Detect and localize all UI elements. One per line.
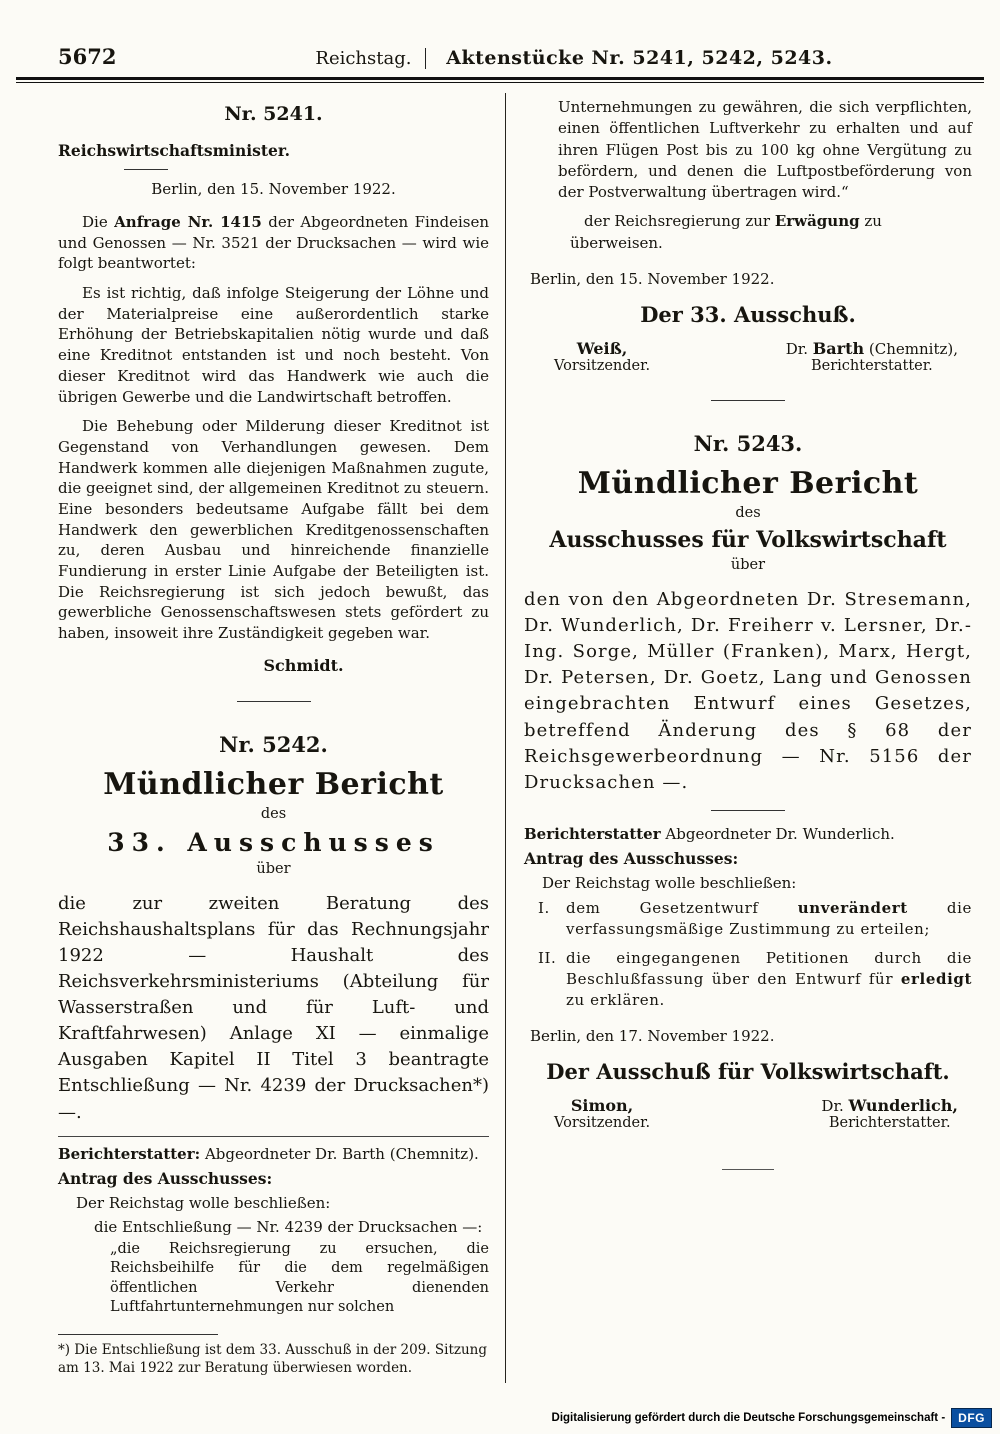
- doc5243-beschliessen: Der Reichstag wolle beschließen:: [542, 873, 797, 892]
- anfrage-number-bold: Anfrage Nr. 1415: [114, 213, 262, 231]
- signature-name-prefix: Dr.: [821, 1096, 849, 1115]
- doc5242-footnote: *) Die Entschließung ist dem 33. Ausschuß in der 209. Sitzung am 13. Mai 1922 zur Beratung überwiesen worden.: [58, 1341, 488, 1377]
- signature-name: [821, 1096, 958, 1115]
- doc5243-ueber: über: [730, 557, 766, 574]
- signature-role: Vorsitzender.: [554, 358, 651, 375]
- end-divider: [722, 1169, 774, 1170]
- doc5242-berichterstatter: [58, 1145, 489, 1163]
- doc5243-des: des: [735, 505, 761, 522]
- digitization-credit: Digitalisierung gefördert durch die Deutsche Forschungsgemeinschaft -: [551, 1412, 946, 1424]
- page-number: 5672: [58, 44, 117, 69]
- doc5243-signatures: [524, 1096, 972, 1131]
- doc5242-des: des: [260, 805, 287, 822]
- doc5243-item-2: [538, 948, 972, 1011]
- doc5241-dateline: Berlin, den 15. November 1922.: [151, 180, 396, 198]
- berichterstatter-value: Abgeordneter Dr. Barth (Chemnitz).: [200, 1144, 479, 1163]
- doc5241-number: Nr. 5241.: [224, 103, 323, 125]
- doc5242-signatures: [524, 339, 972, 374]
- signature-name-prefix: Dr.: [785, 340, 813, 359]
- list-number: II.: [538, 948, 557, 967]
- berichterstatter-label: Berichterstatter: [524, 824, 661, 843]
- doc5242-intro: die zur zweiten Beratung des Reichshaushaltsplans für das Rechnungsjahr 1922 — Haushalt des Reichsverkehrsministeriums (Abteilung für Wasserstraßen und für Luft- und Kraftfahrwesen) Anlage XI — einmalige Ausgaben Kapitel II Titel 3 beantragte Entschließung — Nr. 4239 der Drucksachen*) —.: [58, 892, 489, 1123]
- content-columns: [0, 83, 1000, 1383]
- paragraph-text: dem Gesetzentwurf: [566, 898, 798, 917]
- header-title: [178, 47, 970, 69]
- page-header: [0, 0, 1000, 75]
- doc5242-title: Mündlicher Bericht: [103, 766, 444, 802]
- paragraph-text: Die: [82, 213, 115, 231]
- doc5243-item-1: [538, 898, 972, 940]
- section-divider-small: [711, 810, 785, 811]
- doc5242-ueber: über: [256, 860, 291, 877]
- signature-name: Weiß,: [576, 339, 628, 359]
- doc5242-antrag-label: Antrag des Ausschusses:: [58, 1168, 273, 1188]
- doc5243-title: Mündlicher Bericht: [577, 466, 919, 502]
- paragraph-text: die verfassungsmäßige Zustimmung zu erteilen;: [566, 898, 972, 938]
- list-text: [566, 948, 972, 1011]
- doc5241-author: Reichswirtschaftsminister.: [58, 141, 290, 160]
- signature-role: Berichterstatter.: [828, 1114, 951, 1131]
- berichterstatter-value: Abgeordneter Dr. Wunderlich.: [660, 824, 895, 843]
- item-bold: erledigt: [900, 969, 972, 988]
- erwaegung-bold: Erwägung: [774, 212, 860, 231]
- signature-name-suffix: (Chemnitz),: [864, 340, 958, 359]
- paragraph-text: zu überweisen.: [570, 212, 882, 252]
- doc5242-dateline2: Berlin, den 15. November 1922.: [530, 270, 775, 289]
- doc5242-subtitle: 33. Ausschusses: [107, 827, 440, 857]
- list-number: I.: [538, 898, 550, 917]
- signature-left: [554, 339, 650, 374]
- doc5243-intro: den von den Abgeordneten Dr. Stresemann, Dr. Wunderlich, Dr. Freiherr v. Lersner, Dr.-Ing. Sorge, Müller (Franken), Marx, Hergt, Dr. Petersen, Dr. Goetz, Lang und Genossen eingebrachten Entwurf eines Gesetzes, betreffend Änderung des § 68 der Reichsgewerbeordnung — Nr. 5156 der Drucksachen —.: [524, 589, 972, 793]
- section-divider: [237, 701, 311, 702]
- digitization-footer: [552, 1408, 992, 1428]
- signature-name-bold: Barth: [812, 339, 865, 359]
- doc5243-antrag-label: Antrag des Ausschusses:: [524, 848, 739, 868]
- doc5243-berichterstatter: [524, 825, 972, 843]
- doc5243-subtitle: Ausschusses für Volkswirtschaft: [549, 527, 947, 554]
- doc5242-quote-begin: „die Reichsregierung zu ersuchen, die Reichsbeihilfe für die dem regelmäßigen öffentlichen Verkehr dienenden Luftfahrtunternehmungen nur solchen: [110, 1240, 489, 1316]
- doc5242-committee: Der 33. Ausschuß.: [640, 302, 856, 328]
- column-rule: [58, 1136, 489, 1137]
- doc5241-signature: Schmidt.: [263, 655, 344, 675]
- berichterstatter-label: Berichterstatter:: [58, 1144, 201, 1163]
- signature-name: Simon,: [570, 1095, 634, 1115]
- item-bold: unverändert: [797, 898, 908, 917]
- list-text: [566, 898, 972, 940]
- doc5242-erwaegung: [570, 211, 972, 254]
- signature-left: [554, 1096, 650, 1131]
- dfg-logo: DFG: [951, 1408, 992, 1428]
- section-divider: [711, 400, 785, 401]
- doc5243-number: Nr. 5243.: [693, 431, 803, 457]
- paragraph-text: zu erklären.: [566, 990, 665, 1009]
- header-title-left: Reichstag.: [315, 48, 426, 69]
- author-divider: [124, 169, 168, 170]
- header-title-right: Aktenstücke Nr. 5241, 5242, 5243.: [446, 47, 833, 69]
- signature-role: Vorsitzender.: [554, 1114, 651, 1131]
- right-column: [506, 93, 972, 1383]
- footnote-rule: [58, 1334, 218, 1335]
- signature-right: [786, 339, 958, 374]
- paragraph-text: die eingegangenen Petitionen durch die Beschlußfassung über den Entwurf für: [566, 948, 972, 988]
- signature-name: [786, 339, 958, 358]
- doc5241-paragraph-2: Es ist richtig, daß infolge Steigerung der Löhne und der Materialpreise eine außerordentlich starke Erhöhung der Betriebskapitalien nötig wurde und daß eine Kreditnot entstanden ist und noch besteht. Von dieser Kreditnot wird das Handwerk wie auch die übrigen Gewerbe und die Landwirtschaft betroffen.: [58, 284, 489, 406]
- doc5242-beschliessen: Der Reichstag wolle beschließen:: [76, 1193, 331, 1212]
- signature-right: [821, 1096, 958, 1131]
- doc5242-number: Nr. 5242.: [219, 731, 328, 757]
- doc5241-paragraph-3: Die Behebung oder Milderung dieser Kreditnot ist Gegenstand von Verhandlungen gewesen. Dem Handwerk kommen alle diejenigen Maßnahmen zugute, die geeignet sind, der allgemeinen Kreditnot zu steuern. Eine besonders bedeutsame Aufgabe fällt bei dem Handwerk den gewerblichen Kreditgenossenschaften zu, deren Ausbau und hinreichende finanzielle Fundierung in erster Linie Aufgabe der Beteiligten ist. Die Reichsregierung ist sich jedoch bewußt, das gewerbliche Genossenschaftswesen stets gefördert zu haben, insoweit ihre Zuständigkeit gegeben war.: [58, 417, 489, 643]
- signature-role: Berichterstatter.: [810, 358, 933, 375]
- doc5243-committee: Der Ausschuß für Volkswirtschaft.: [546, 1058, 950, 1084]
- paragraph-text: der Reichsregierung zur: [584, 212, 775, 231]
- doc5241-paragraph-1: [58, 212, 489, 274]
- left-column: [58, 93, 506, 1383]
- paragraph-text: der Abgeordneten Findeisen und Genossen — Nr. 3521 der Drucksachen — wird wie folgt beantwortet:: [58, 213, 489, 273]
- doc5243-dateline: Berlin, den 17. November 1922.: [530, 1026, 775, 1045]
- doc5242-quote-continuation: Unternehmungen zu gewähren, die sich verpflichten, einen öffentlichen Luftverkehr zu erhalten und auf ihren Flügen Post bis zu 100 kg ohne Vergütung zu befördern, und denen die Luftpostbeförderung von der Postverwaltung übertragen wird.“: [558, 98, 972, 202]
- doc5242-entschliessung: die Entschließung — Nr. 4239 der Drucksachen —:: [94, 1217, 483, 1236]
- signature-name-bold: Wunderlich,: [848, 1095, 958, 1115]
